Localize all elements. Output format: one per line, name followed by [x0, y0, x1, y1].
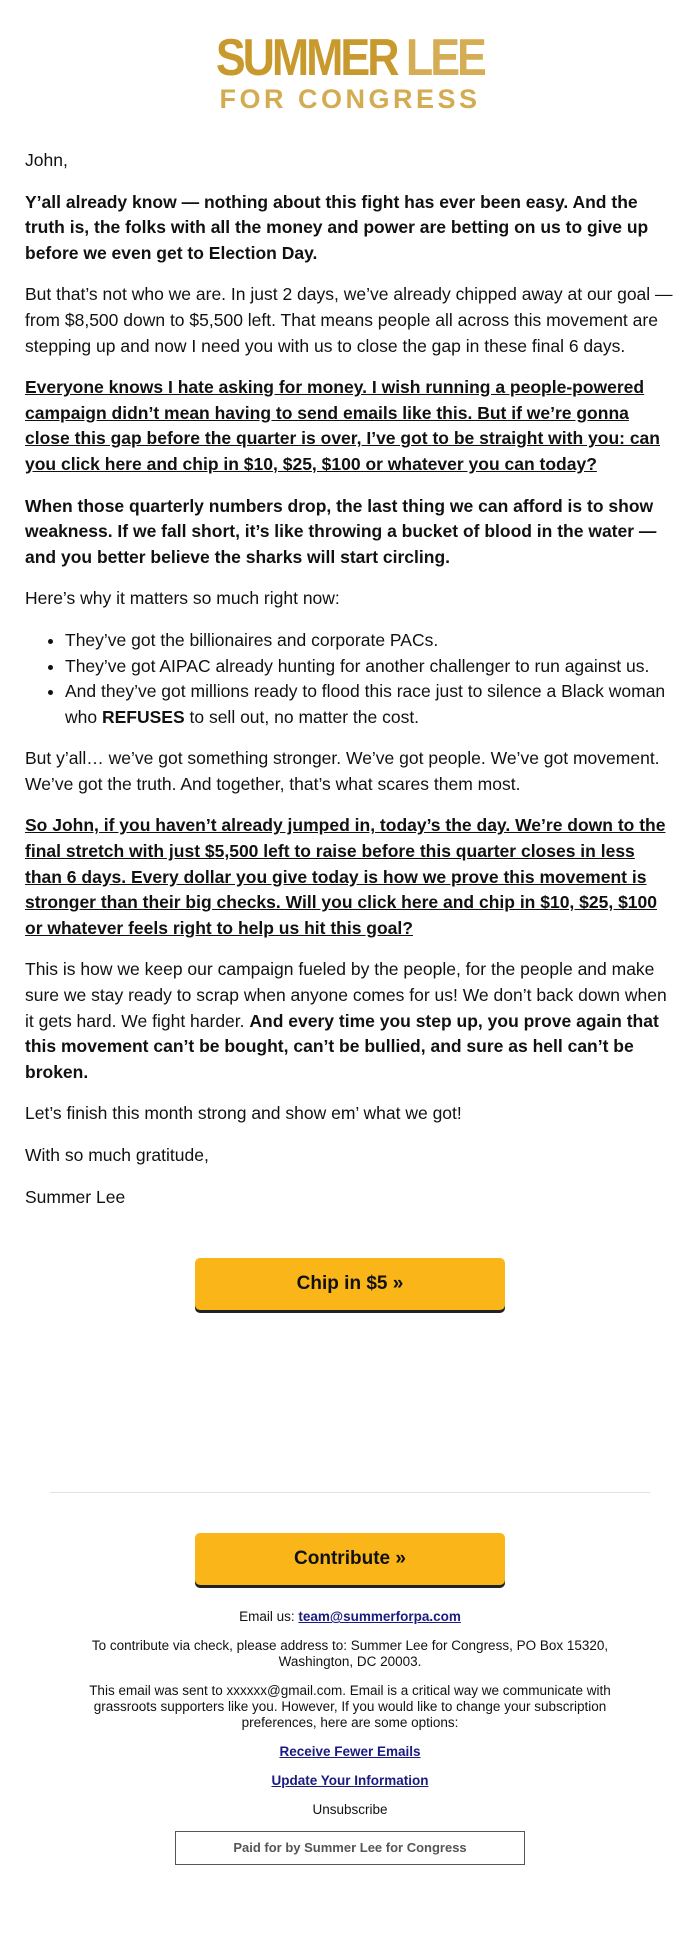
paragraph-fueled — [25, 957, 675, 1085]
chip-in-button[interactable]: Chip in $5 » — [195, 1258, 505, 1310]
update-information-link[interactable]: Update Your Information — [271, 1773, 429, 1789]
paragraph-progress: But that’s not who we are. In just 2 days, we’ve already chipped away at our goal — from $8,500 down to $5,500 left. That means people all across this movement are stepping up and now I need you with us to close the gap in these final 6 days. — [25, 284, 673, 356]
paragraph-fueled-text: This is how we keep our campaign fueled by the people, for the people and make sure we stay ready to scrap when anyone comes for us! We don’t back down when it gets hard. We fight harder. — [25, 959, 667, 1031]
divider — [50, 1492, 650, 1493]
campaign-logo — [0, 0, 700, 132]
list-item-text: to sell out, no matter the cost. — [184, 706, 420, 727]
logo-first-name: SUMMER — [215, 29, 397, 87]
list-item-emphasis: REFUSES — [101, 706, 185, 727]
check-address: To contribute via check, please address to: Summer Lee for Congress, PO Box 15320, Washington, DC 20003. — [91, 1638, 609, 1670]
reasons-list — [25, 628, 675, 730]
list-item — [65, 679, 675, 730]
greeting: John, — [25, 150, 68, 170]
email-body — [0, 132, 700, 1210]
unsubscribe-link[interactable]: Unsubscribe — [312, 1802, 388, 1818]
paragraph-intro: Y’all already know — nothing about this fight has ever been easy. And the truth is, the folks with all the money and power are betting on us to give up before we even get to Election Day. — [25, 191, 649, 263]
logo-name — [215, 29, 485, 87]
email-us — [75, 1609, 625, 1625]
contribute-button[interactable]: Contribute » — [195, 1533, 505, 1585]
logo-last-name: LEE — [406, 29, 485, 87]
receive-fewer-emails-link[interactable]: Receive Fewer Emails — [279, 1744, 421, 1760]
sent-notice: This email was sent to xxxxxx@gmail.com. Email is a critical way we communicate with grassroots supporters like you. However, If you would like to change your subscription preferences, here are some options: — [89, 1683, 611, 1731]
paragraph-fueled-emphasis: And every time you step up, you prove again that this movement can’t be bought, can’t be bullied, and sure as hell can’t be broken. — [25, 1010, 659, 1082]
list-item: • They’ve got AIPAC already hunting for another challenger to run against us. — [65, 654, 675, 680]
closing: With so much gratitude, — [25, 1145, 209, 1165]
paragraph-stronger: But y’all… we’ve got something stronger. We’ve got people. We’ve got movement. We’ve got the truth. And together, that’s what scares them most. — [25, 748, 660, 794]
list-item: • They’ve got the billionaires and corporate PACs. — [65, 628, 675, 654]
paid-for-disclaimer: Paid for by Summer Lee for Congress — [175, 1831, 525, 1865]
logo-subtitle: FOR CONGRESS — [219, 84, 481, 114]
footer — [0, 1609, 700, 1818]
list-item-text: And they’ve got millions ready to flood this race just to silence a Black woman who — [65, 681, 666, 727]
paragraph-weakness: When those quarterly numbers drop, the last thing we can afford is to show weakness. If we fall short, it’s like throwing a bucket of blood in the water — and you better believe the sharks will start circling. — [25, 495, 657, 567]
paragraph-finish: Let’s finish this month strong and show em’ what we got! — [25, 1103, 462, 1124]
email-us-label: Email us: — [239, 1609, 299, 1625]
donate-link-2[interactable]: So John, if you haven’t already jumped in, today’s the day. We’re down to the final stretch with just $5,500 left to raise before this quarter closes in less than 6 days. Every dollar you give today is how we prove this movement is stronger than their big checks. Will you click here and chip in $10, $25, $100 or whatever feels right to help us hit this goal? — [25, 815, 666, 938]
email-link[interactable]: team@summerforpa.com — [298, 1609, 461, 1625]
paragraph-why: Here’s why it matters so much right now: — [25, 588, 340, 609]
donate-link-1[interactable]: Everyone knows I hate asking for money. I wish running a people-powered campaign didn’t mean having to send emails like this. But if we’re gonna close this gap before the quarter is over, I’ve got to be straight with you: can you click here and chip in $10, $25, $100 or whatever you can today? — [25, 377, 660, 474]
signature: Summer Lee — [25, 1186, 126, 1207]
